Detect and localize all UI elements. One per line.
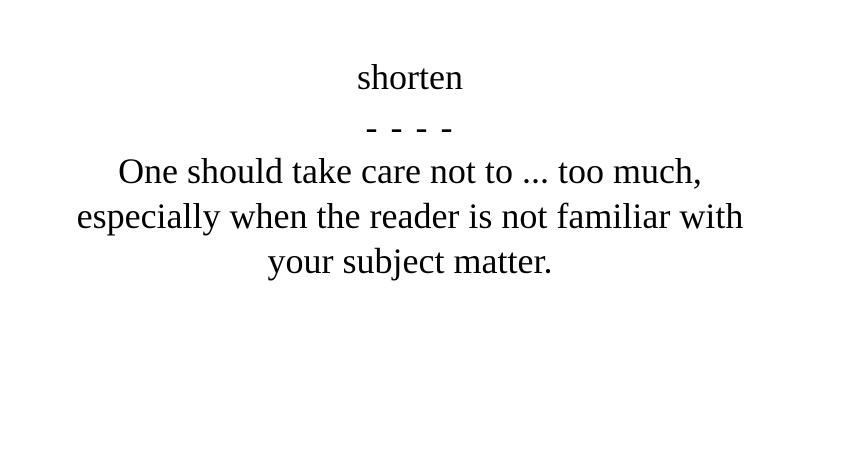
sentence-line-3: your subject matter. — [267, 241, 553, 281]
vocabulary-word: shorten — [357, 57, 463, 97]
separator-dashes: - - - - — [365, 107, 455, 147]
example-sentence — [30, 149, 790, 284]
sentence-line-2: especially when the reader is not familiar with — [76, 196, 744, 236]
sentence-line-1: One should take care not to ... too much, — [118, 151, 702, 191]
